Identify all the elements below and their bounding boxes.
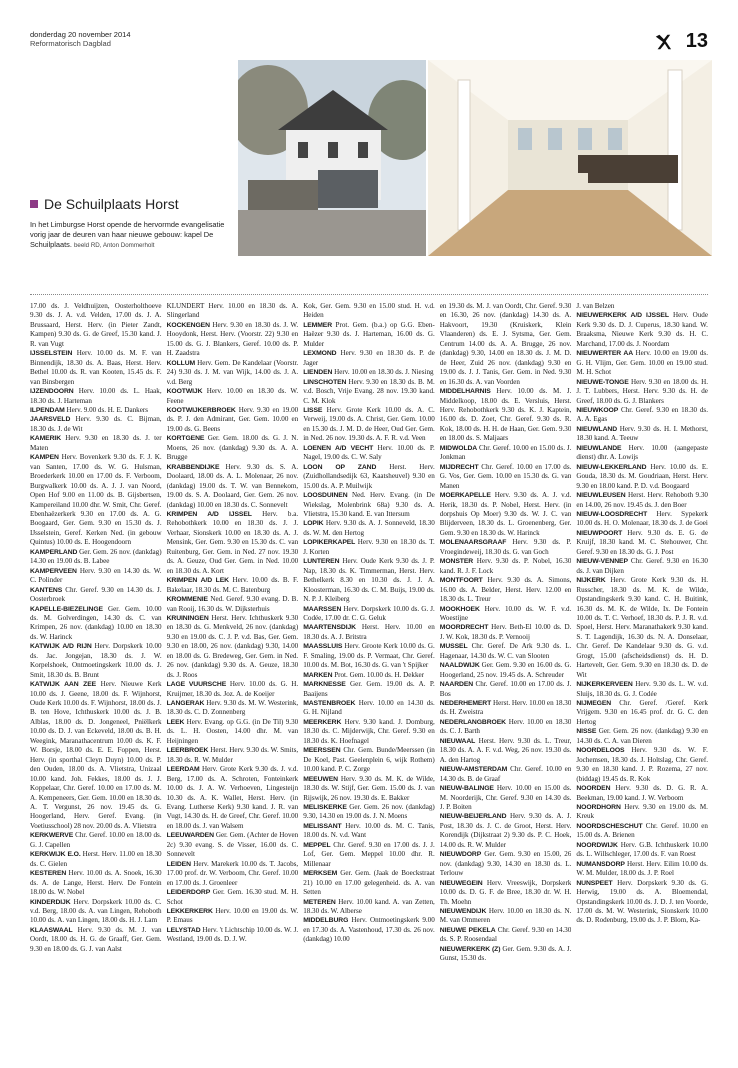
- place-name: METEREN: [303, 898, 336, 906]
- place-name: MONTFOORT: [439, 577, 483, 585]
- listing-entry: KOCKENGEN Herv. 9.30 en 18.30 ds. J. W. Hooydonk, Herst. Herv. (Voorstr. 22) 9.30 en 15.00 ds. G. J. Blankers, Geref. 10.00 ds. P. H. Zaadstra: [166, 320, 299, 358]
- place-name: MOERKAPELLE: [439, 492, 491, 500]
- listing-entry: NIEUWENDIJK Herv. 10.00 en 18.30 ds. N. M. van Ommeren: [439, 907, 572, 925]
- listing-entry: LANGERAK Herv. 9.30 ds. M. W. Westerink, 18.30 ds. C. D. Zonnenberg: [166, 699, 299, 717]
- page-number: 13: [685, 30, 708, 52]
- listing-entry: MEERKERK Herv. 9.30 kand. J. Domburg, 18.30 ds. C. Mijderwijk, Chr. Geref. 9.30 en 18.30 ds. K. Hoefnagel: [303, 717, 435, 745]
- newspaper-logo-icon: [654, 33, 672, 51]
- feature-title: De Schuilplaats Horst: [44, 196, 179, 212]
- listing-entry: IJZENDOORN Herv. 10.00 ds. L. Haak, 18.30 ds. J. Harteman: [30, 387, 162, 405]
- newspaper-name: Reformatorisch Dagblad: [30, 39, 111, 48]
- place-name: MAARSSEN: [303, 605, 342, 613]
- place-name: KOCKENGEN: [166, 321, 210, 329]
- listing-entry: NIEUWPOORT Herv. 9.30 ds. E. G. de Kruijf, 18.30 kand. M. C. Stehouwer, Chr. Geref. 9.30 en 18.30 ds. G. J. Post: [576, 528, 708, 556]
- listing-column: [576, 302, 708, 1050]
- listing-entry: NIJMEGEN Chr. Geref. /Geref. Kerk Vrijgem. 9.30 en 16.45 prof. dr. G. C. den Hertog: [576, 699, 708, 726]
- listing-entry: KERKWERVE Chr. Geref. 10.00 en 18.00 ds. G. J. Capellen: [30, 831, 162, 849]
- listing-entry: KANTENS Chr. Geref. 9.30 en 14.30 ds. J. Oosterbroek: [30, 585, 162, 604]
- place-name: KERKWIJK E.O.: [30, 851, 81, 859]
- listing-entry: LOOSDUINEN Ned. Herv. Evang. (in De Wiekslag, Molenbrink 68a) 9.30 ds. A. Vlietstra, 15.30 kand. E. van Ittersum: [303, 491, 435, 518]
- chapel-exterior-photo: [238, 60, 426, 256]
- place-name: NUMANSDORP: [576, 860, 625, 868]
- listing-entry: MARKEN Prot. Gem. 10.00 ds. H. Dekker: [303, 670, 425, 679]
- place-name: LEEK: [166, 718, 185, 726]
- chapel-interior-photo: [428, 60, 712, 256]
- place-name: KAMERIK: [30, 435, 62, 443]
- listing-column: [30, 302, 162, 1050]
- place-name: NIEUWE-TONGE: [576, 378, 629, 386]
- listing-entry: MASTENBROEK Herv. 10.00 en 14.30 ds. G. H. Nijland: [303, 699, 435, 717]
- place-name: MEPPEL: [303, 841, 331, 849]
- listing-entry: MOERKAPELLE Herv. 9.30 ds. A. J. v.d. Herik, 18.30 ds. P. Nobel, Herst. Herv. (in dorpshuis Op Moer) 9.30 ds. W. J. C. van Blijderveen, 18.30 ds. L. Groenenberg, Ger. Gem. 9.30 en 18.30 ds. W. Harinck: [439, 491, 572, 537]
- listing-entry: NOORDWIJK Herv. G.B. Ichthuskerk 10.00 ds. L. Willschleger, 17.00 ds. F. van Roest: [576, 840, 708, 859]
- place-name: KOOTWIJK: [166, 388, 203, 396]
- listing-entry: NIEUWERTER AA Herv. 10.00 en 19.00 ds. G. H. Vlijm, Ger. Gem. 10.00 en 19.00 stud. M. H. Schot: [576, 349, 708, 377]
- listing-entry: LOON OP ZAND Herst. Herv. (Zuidhollandsedijk 63, Kaatsheuvel) 9.30 en 15.00 ds. A. P. Muilwijk: [303, 462, 435, 490]
- place-name: LIENDEN: [303, 369, 333, 377]
- place-name: MIJDRECHT: [439, 463, 479, 471]
- place-name: LEERBROEK: [166, 747, 209, 755]
- place-name: MARKEN: [303, 671, 333, 679]
- listing-entry: NIEUW-BEIJERLAND Herv. 9.30 ds. A. J. Post, 18.30 ds. J. C. de Groot, Herst. Herv. Korendijk (Dijkstraat 2) 9.30 ds. P. C. Hoek, 14.00 ds. R. W. Mulder: [439, 812, 572, 849]
- place-name: KRUININGEN: [166, 614, 209, 622]
- place-name: NIEUW-AMSTERDAM: [439, 766, 508, 774]
- place-name: KINDERDIJK: [30, 898, 71, 906]
- listing-entry: MONTFOORT Herv. 9.30 ds. A. Simons, 16.00 ds. A. Belder, Herst. Herv. 12.00 en 18.30 ds. L. Treur: [439, 576, 572, 604]
- place-name: MAARTENSDIJK: [303, 624, 356, 632]
- listing-entry: MEERSSEN Chr. Gem. Bunde/Meerssen (in De Koel, Past. Geelenplein 6, wijk Rothem) 10.00 kand. P. C. Zorge: [303, 746, 435, 774]
- listing-entry: LOPIKERKAPEL Herv. 9.30 en 18.30 ds. T. J. Korten: [303, 538, 435, 556]
- place-name: NIEUWPOORT: [576, 529, 623, 537]
- place-name: NIJKERKERVEEN: [576, 681, 633, 689]
- listing-entry: MERKSEM Ger. Gem. (Jaak de Boeckstraat 21) 10.00 en 17.00 gelegenheid. ds. A. van Setten: [303, 869, 435, 897]
- listing-entry: KLAASWAAL Herv. 9.30 ds. M. J. van Oordt, 18.00 ds. H. G. de Graaff, Ger. Gem. 9.30 en 18.00 ds. G. J. van Aalst: [30, 925, 162, 953]
- place-name: LAGE VUURSCHE: [166, 681, 227, 689]
- listing-entry: MIDDELBURG Herv. Ontmoetingskerk 9.00 en 17.30 ds. A. Vastenhoud, 17.30 ds. 26 nov. (dankdag) 10.00: [303, 916, 435, 944]
- listing-entry: 17.00 ds. J. Veldhuijzen, Oosterholthoeve 9.30 ds. J. A. v.d. Velden, 17.00 ds. J. A. Brussaard, Herst. Herv. (in Pieter Zandt, Kampen) 9.30 ds. G. de Greef, 15.30 kand. J. R. van Vugt: [30, 302, 162, 348]
- listing-entry: NIEUWDORP Ger. Gem. 9.30 en 15.00, 26 nov. (dankdag) 9.30, 14.30 en 18.30 ds. L. Terlouw: [439, 850, 572, 878]
- listing-entry: NOORDELOOS Herv. 9.30 ds. W. F. Jochemsen, 18.30 ds. J. Holtslag, Chr. Geref. 9.30 en 18.30 kand. J. P. Rozema, 27 nov. (biddag) 19.45 ds. R. Kok: [576, 746, 708, 783]
- place-name: LEIDEN: [166, 860, 191, 868]
- place-name: NIEUWENDIJK: [439, 908, 487, 915]
- place-name: LELYSTAD: [166, 926, 201, 934]
- church-services-listing: [30, 302, 708, 1050]
- listing-entry: KATWIJK A/D RIJN Herv. Dorpskerk 10.00 ds. Jac. Jongejan, 18.30 ds. J. W. Korpelshoek, Ontmoetingskerk 10.00 ds. J. Smit, 18.30 ds. B. Brunt: [30, 642, 162, 679]
- place-name: MEERSSEN: [303, 747, 341, 755]
- listing-entry: NIEUWE-TONGE Herv. 9.30 en 18.00 ds. H. J. T. Lubbers, Herst. Herv. 9.30 ds. H. de Greef, 18.00 ds. G. J. Blankers: [576, 377, 708, 405]
- place-name: KORTGENE: [166, 435, 205, 443]
- listing-entry: MOOKHOEK Herv. 10.00 ds. W. F. v.d. Woestijne: [439, 604, 572, 622]
- listing-entry: MIDDELHARNIS Herv. 10.00 ds. M. J. Middelkoop, 18.00 ds. E. Versluis, Herst. Herv. Rehobothkerk 9.30 ds. K. J. Kaptein, 16.00 ds. D. Zoet, Chr. Geref. 9.30 ds. R. Kok, 18.00 ds. H. H. de Haan, Ger. Gem. 9.30 en 18.00 ds. S. Maljaars: [439, 387, 572, 443]
- listing-entry: NIEUW-AMSTERDAM Chr. Geref. 10.00 en 14.30 ds. B. de Graaf: [439, 765, 572, 783]
- place-name: LOPIKERKAPEL: [303, 539, 356, 547]
- listing-column: [167, 302, 299, 1050]
- place-name: MEEUWEN: [303, 775, 338, 783]
- place-name: MASTENBROEK: [303, 700, 356, 708]
- listing-entry: KRABBENDIJKE Herv. 9.30 ds. S. A. Doolaard, 18.00 ds. A. L. Molenaar, 26 nov. (dankdag) 19.00 ds. T. W. van Bennekom, 19.00 ds. S. A. Doolaard, Ger. Gem. 26 nov. (dankdag) 10.00 en 18.30 ds. C. Sonnevelt: [166, 462, 299, 509]
- place-name: NIJKERK: [576, 577, 606, 585]
- place-name: KLAASWAAL: [30, 926, 73, 934]
- place-name: LANGERAK: [166, 700, 205, 708]
- place-name: NUNSPEET: [576, 879, 613, 887]
- place-name: LISSE: [303, 406, 323, 414]
- listing-entry: NIJKERK Herv. Grote Kerk 9.30 ds. H. Russcher, 18.30 ds. M. K. de Wilde, Opstandingskerk 9.30 kand. C. H. Buitink, 16.30 ds. M. K. de Wilde, Ix. De Fontein 10.00 ds. T. C. Verhoef, 18.30 ds. P. J. R. v.d. Spoel, Herst. Herv. Maranathakerk 9.30 kand. S. T. Lagendijk, 16.30 ds. N. A. Donselaar, Chr. Geref. De Kandelaar 9.30 ds. G. v.d. Grogt, 15.00 (afscheidsdienst) ds. H. D. Hartevelt, Ger. Gem. 9.30 en 18.30 ds. D. de Wit: [576, 576, 708, 679]
- listing-entry: MONSTER Herv. 9.30 ds. P. Nobel, 16.30 kand. R. J. F. Lock: [439, 557, 572, 575]
- listing-entry: J. van Belzen: [576, 302, 615, 310]
- listing-entry: NAALDWIJK Ger. Gem. 9.30 en 16.00 ds. G. Hoogerland, 25 nov. 19.45 ds. A. Schreuder: [439, 661, 572, 679]
- feature-caption: [30, 196, 235, 251]
- place-name: LEXMOND: [303, 350, 337, 358]
- listing-entry: NIEUWERKERK (Z) Ger. Gem. 9.30 ds. A. J. Gunst, 15.30 ds.: [439, 944, 572, 963]
- listing-entry: MEPPEL Chr. Geref. 9.30 en 17.00 ds. J. J. Lof, Ger. Gem. Meppel 10.00 dhr. R. Millenaar: [303, 840, 435, 868]
- listing-entry: KINDERDIJK Herv. Dorpskerk 10.00 ds. C. v.d. Berg, 18.00 ds. A. van Lingen, Rehoboth 10.00 ds. A. van Lingen, 18.00 ds. H. J. Lam: [30, 897, 162, 925]
- listing-entry: KAPELLE-BIEZELINGE Ger. Gem. 10.00 ds. M. Golverdingen, 14.30 ds. C. van Krimpen, 26 nov. (dankdag) 10.00 en 18.30 ds. W. Harinck: [30, 604, 162, 641]
- place-name: NIEUWERKERK (Z): [439, 945, 501, 953]
- listing-entry: JAARSVELD Herv. 9.30 ds. C. Bijman, 18.30 ds. J. de Wit: [30, 415, 162, 433]
- listing-entry: KAMERIK Herv. 9.30 en 18.30 ds. J. ter Maten: [30, 434, 162, 452]
- place-name: NEDERLANGBROEK: [439, 718, 506, 726]
- place-name: KRIMPEN A/D LEK: [166, 577, 229, 585]
- place-name: ILPENDAM: [30, 406, 65, 414]
- place-name: KESTEREN: [30, 870, 67, 878]
- listing-column: [303, 302, 435, 1050]
- place-name: NIEUWE PEKELA: [439, 926, 496, 934]
- listing-entry: NEDERHEMERT Herst. Herv. 10.00 en 18.30 ds. H. Zweistra: [439, 699, 572, 717]
- listing-entry: MARKNESSE Ger. Gem. 19.00 ds. A. P. Baaijens: [303, 680, 435, 698]
- listing-entry: KESTEREN Herv. 10.00 ds. A. Snoek, 16.30 ds. A. de Lange, Herst. Herv. De Fontein 18.00 ds. W. Nobel: [30, 869, 162, 897]
- place-name: NAALDWIJK: [439, 662, 480, 670]
- place-name: NIEUWERTER AA: [576, 350, 633, 358]
- place-name: IJSSELSTEIN: [30, 350, 73, 358]
- listing-entry: MAASSLUIS Herv. Groote Kerk 10.00 ds. G. F. Smaling, 19.00 ds. P. Vermaat, Chr. Geref. 10.00 ds. M. Bot, 16.30 ds. G. van 't Spijker: [303, 642, 435, 670]
- listing-entry: LOPIK Herv. 9.30 ds. A. J. Sonneveld, 18.30 ds. W. M. den Hertog: [303, 519, 435, 537]
- listing-entry: KOLLUM Herv. Gem. De Kandelaar (Voorstr. 24) 9.30 ds. J. M. van Wijk, 14.00 ds. J. A. v.d. Berg: [166, 358, 299, 386]
- place-name: NOORDSCHESCHUT: [576, 822, 643, 830]
- listing-entry: KOOTWIJK Herv. 10.00 en 18.30 ds. W. Feene: [166, 387, 299, 405]
- place-name: LEIDERDORP: [166, 889, 211, 897]
- place-name: KATWIJK AAN ZEE: [30, 681, 97, 689]
- listing-entry: LEIDEN Herv. Marekerk 10.00 ds. T. Jacobs, 17.00 prof. dr. W. Verboom, Chr. Geref. 10.00 en 17.00 ds. J. Groenleer: [166, 859, 299, 887]
- place-name: LOPIK: [303, 520, 324, 528]
- photo-credit: beeld RD, Anton Dommerholt: [73, 242, 155, 249]
- listing-entry: en 19.30 ds. M. J. van Oordt, Chr. Geref. 9.30 en 16.30, 26 nov. (dankdag) 14.30 ds. A. Hakvoort, 19.30 (Kruiskerk, Klein Vlaanderen) ds. E. J. Sytsma, Ger. Gem. Centrum 14.00 ds. A. A. Brugge, 26 nov. (dankdag) 9.30, 14.00 en 18.30 ds. J. M. D. de Heer, Zuid 26 nov. (dankdag) 9.30 en 19.00 ds. J. J. Tanis, Ger. Gem. in Ned. 9.30 en 16.30 ds. A. van Voorden: [439, 302, 572, 386]
- listing-entry: LEEUWARDEN Ger. Gem. (Achter de Hoven 2c) 9.30 evang. S. de Visser, 16.00 ds. C. Sonnevelt: [166, 831, 299, 859]
- place-name: NIEUW-BALINGE: [439, 785, 494, 793]
- listing-entry: MOLENAARSGRAAF Herv. 9.30 ds. P. Vroegindeweij, 18.30 ds. G. van Goch: [439, 538, 572, 556]
- place-name: JAARSVELD: [30, 416, 71, 424]
- listing-entry: KAMPERLAND Ger. Gem. 26 nov. (dankdag) 14.30 en 19.00 ds. B. Labee: [30, 547, 162, 566]
- issue-date: donderdag 20 november 2014: [30, 30, 131, 39]
- listing-entry: NIEUWAAL Herst. Herv. 9.30 ds. L. Treur, 18.30 ds. A. A. F. v.d. Weg, 26 nov. 19.30 ds. A. den Hartog: [439, 736, 572, 764]
- place-name: MARKNESSE: [303, 681, 346, 689]
- listing-entry: LEXMOND Herv. 9.30 en 18.30 ds. P. de Jager: [303, 349, 435, 367]
- place-name: MAASSLUIS: [303, 643, 343, 651]
- place-name: NIJMEGEN: [576, 700, 612, 708]
- place-name: MOOKHOEK: [439, 605, 480, 613]
- place-name: NIEUW-LEKKERLAND: [576, 463, 647, 471]
- listing-entry: MUSSEL Chr. Geref. De Ark 9.30 ds. L. Hagenaar, 14.30 ds. W. C. van Slooten: [439, 642, 572, 660]
- listing-entry: KRIMPEN A/D LEK Herv. 10.00 ds. B. F. Bakelaar, 18.30 ds. M. C. Batenburg: [166, 576, 299, 594]
- place-name: MOLENAARSGRAAF: [439, 539, 507, 547]
- listing-entry: KROMMENIE Ned. Geref. 9.30 evang. D. B. van Rooij, 16.30 ds. W. Dijksterhuis: [166, 595, 299, 613]
- listing-entry: NAARDEN Chr. Geref. 10.00 en 17.00 ds. J. Bos: [439, 680, 572, 698]
- place-name: NOORDELOOS: [576, 747, 625, 755]
- place-name: MERKSEM: [303, 870, 338, 878]
- listing-entry: KAMPERVEEN Herv. 9.30 en 14.30 ds. W. C. Polinder: [30, 566, 162, 585]
- listing-entry: MIJDRECHT Chr. Geref. 10.00 en 17.00 ds. G. Vos, Ger. Gem. 10.00 en 15.30 ds. G. van Manen: [439, 462, 572, 490]
- place-name: NIEUWLEUSEN: [576, 492, 626, 500]
- place-name: LUNTEREN: [303, 558, 340, 566]
- listing-column: [440, 302, 572, 1050]
- place-name: KERKWERVE: [30, 832, 74, 840]
- listing-entry: NIEUWKOOP Chr. Geref. 9.30 en 18.30 ds. A. A. Egas: [576, 405, 708, 424]
- section-bullet-icon: [30, 200, 38, 208]
- place-name: KANTENS: [30, 586, 63, 594]
- listing-entry: MAARTENSDIJK Herst. Herv. 10.00 en 18.30 ds. A. J. Britstra: [303, 623, 435, 641]
- listing-entry: NOORDHORN Herv. 9.30 en 19.00 ds. M. Kreuk: [576, 803, 708, 821]
- place-name: NIEUWDORP: [439, 851, 482, 859]
- listing-entry: MELISKERKE Ger. Gem. 26 nov. (dankdag) 9.30, 14.30 en 19.00 ds. J. N. Moens: [303, 803, 435, 821]
- place-name: NIEUW-VENNEP: [576, 558, 628, 566]
- listing-entry: MIDWOLDA Chr. Geref. 10.00 en 15.00 ds. J. Jonkman: [439, 443, 572, 462]
- listing-entry: MAARSSEN Herv. Dorpskerk 10.00 ds. G. J. Codée, 17.00 dr. C. G. Geluk: [303, 604, 435, 622]
- listing-entry: NIEUW-LEKKERLAND Herv. 10.00 ds. E. Gouda, 18.30 ds. M. Goudriaan, Herst. Herv. 9.30 en 18.00 kand. P. D. v.d. Boogaard: [576, 462, 708, 490]
- place-name: KAMPERVEEN: [30, 567, 77, 575]
- listing-entry: MEEUWEN Herv. 9.30 ds. M. K. de Wilde, 18.30 ds. W. Stijf, Ger. Gem. 15.00 ds. J. van Rijswijk, 26 nov. 19.30 ds. E. Bakker: [303, 774, 435, 802]
- listing-entry: NOORDEN Herv. 9.30 ds. D. G. R. A. Beekman, 19.00 kand. J. W. Verboom: [576, 784, 708, 802]
- listing-entry: LOENEN A/D VECHT Herv. 10.00 ds. P. Nagel, 19.00 ds. C. W. Saly: [303, 443, 435, 462]
- place-name: MEERKERK: [303, 718, 342, 726]
- listing-entry: NIEUWERKERK A/D IJSSEL Herv. Oude Kerk 9.30 ds. D. J. Cuperus, 18.30 kand. W. Braaksma, Nieuwe Kerk 9.30 ds. H. C. Marchand, 17.00 ds. J. Noordam: [576, 311, 708, 348]
- listing-entry: NIEUW-BALINGE Herv. 10.00 en 15.00 ds. M. Noorderijk, Chr. Geref. 9.30 en 14.30 ds. J. P. Boiten: [439, 784, 572, 812]
- listing-entry: LISSE Herv. Grote Kerk 10.00 ds. A. C. Verweij, 19.00 ds. A. Christ, Ger. Gem. 10.00 en 15.30 ds. J. M. D. de Heer, Oud Ger. Gem. in Ned. 26 nov. 19.30 ds. A. F. R. v.d. Veen: [303, 405, 435, 443]
- feature-body: In het Limburgse Horst opende de hervormde evangelisatie vorig jaar de deuren van haar nieuwe gebouw: kapel De Schuilplaats.: [30, 220, 225, 249]
- listing-entry: LEKKERKERK Herv. 10.00 en 19.00 ds. W. P. Emaus: [166, 907, 299, 925]
- place-name: MONSTER: [439, 558, 474, 566]
- listing-entry: NUNSPEET Herv. Dorpskerk 9.30 ds. G. Herwig, 19.00 ds. A. Bloemendal, Opstandingskerk 10.00 ds. J. D. J. ten Voorde, 17.00 ds. M. W. Westerink, Sionskerk 10.00 ds. D. Rodenburg, 19.00 ds. J. P. Blom, Ka-: [576, 878, 708, 925]
- listing-entry: LINSCHOTEN Herv. 9.30 en 18.30 ds. B. M. v.d. Bosch, Vrije Evang. 28 nov. 19.30 kand. C. M. Klok: [303, 377, 435, 405]
- listing-entry: KAMPEN Herv. Bovenkerk 9.30 ds. F. J. K. van Santen, 17.00 ds. W. G. Hulsman, Broederkerk 10.00 en 17.00 ds. F. Verboom, Burgwalkerk 10.00 ds. A. J. J. van Noord, Open Hof 9.00 en 11.00 ds. B. Gijsbertsen, Kampereiland 10.00 dhr. W. Smit, Chr. Geref. Ebenhaëzerkerk 9.30 en 17.00 ds. A. G. Boogaard, Ger. Gem. 9.30 en 15.30 ds. J. IJsselstein, Geref. Kerken Ned. (in gebouw Quintus) 10.00 ds. E. Hoogendoorn: [30, 453, 162, 547]
- place-name: NIEUWLANDE: [576, 444, 622, 452]
- listing-entry: KLUNDERT Herv. 10.00 en 18.30 ds. A. Slingerland: [166, 302, 299, 320]
- listing-entry: NISSE Ger. Gem. 26 nov. (dankdag) 9.30 en 14.30 ds. C. A. van Dieren: [576, 727, 708, 745]
- place-name: NIEUWEGEIN: [439, 879, 483, 887]
- listing-entry: LIENDEN Herv. 10.00 en 18.30 ds. J. Niesing: [303, 368, 434, 377]
- place-name: NIEUW-LOOSDRECHT: [576, 510, 648, 518]
- listing-entry: NIEUWEGEIN Herv. Vreeswijk, Dorpskerk 10.00 ds. D. G. F. de Bree, 18.30 dr. W. H. Th. Moehn: [439, 878, 572, 906]
- listing-entry: LEMMER Prot. Gem. (b.a.) op G.G. Eben-Haëzer 9.30 ds. J. Harteman, 16.00 ds. G. Mulder: [303, 320, 435, 348]
- listing-entry: LAGE VUURSCHE Herv. 10.00 ds. G. H. Kruijmer, 18.30 ds. Joz. A. de Koeijer: [166, 680, 299, 698]
- listing-entry: MELISSANT Herv. 10.00 ds. M. C. Tanis, 18.00 ds. N. v.d. Want: [303, 821, 435, 840]
- place-name: KRIMPEN A/D IJSSEL: [166, 510, 252, 518]
- place-name: KATWIJK A/D RIJN: [30, 643, 92, 651]
- listing-entry: IJSSELSTEIN Herv. 10.00 ds. M. F. van Binnendijk, 18.30 ds. A. Baas, Herst. Herv. Bethel 10.00 ds. R. van Kooten, 15.45 ds. F. van Binsbergen: [30, 349, 162, 386]
- listing-entry: KERKWIJK E.O. Herst. Herv. 11.00 en 18.30 ds. C. Gielen: [30, 850, 162, 868]
- place-name: LOOSDUINEN: [303, 492, 348, 500]
- place-name: MOORDRECHT: [439, 624, 489, 632]
- listing-entry: NUMANSDORP Herst. Herv. Eilim 10.00 ds. W. M. Mulder, 18.00 ds. J. P. Roel: [576, 859, 708, 878]
- place-name: KAMPERLAND: [30, 548, 78, 556]
- listing-entry: ILPENDAM Herv. 9.00 ds. H. E. Dankers: [30, 405, 148, 414]
- place-name: KOLLUM: [166, 359, 196, 367]
- listing-entry: KRUININGEN Herst. Herv. Ichthuskerk 9.30 en 18.30 ds. G. Menkveld, 26 nov. (dankdag) 9.30 en 19.00 ds. C. J. P. v.d. Bas, Ger. Gem. 9.30 en 18.00, 26 nov. (dankdag) 9.30, 14.00 en 18.00 ds. G. Bredeweg, Ger. Gem. in Ned. 26 nov. (dankdag) 9.30 ds. A. Geuze, 18.30 ds. J. Roos: [166, 613, 299, 679]
- place-name: KAPELLE-BIEZELINGE: [30, 605, 103, 613]
- listing-entry: NIEUWLANDE Herv. 10.00 (aangepaste dienst) dhr. A. Lowijs: [576, 443, 708, 462]
- place-name: NIEUWKOOP: [576, 406, 619, 414]
- place-name: LEKKERKERK: [166, 908, 213, 915]
- listing-entry: NIEUWLAND Herv. 9.30 ds. H. I. Methorst, 18.30 kand. A. Teeuw: [576, 424, 708, 443]
- listing-entry: NEDERLANGBROEK Herv. 10.00 en 18.30 ds. C. J. Barth: [439, 717, 572, 736]
- place-name: NISSE: [576, 728, 597, 736]
- listing-entry: NOORDSCHESCHUT Chr. Geref. 10.00 en 15.00 ds. A. Brienen: [576, 821, 708, 840]
- place-name: LEEUWARDEN: [166, 832, 214, 840]
- listing-entry: KRIMPEN A/D IJSSEL Herv. b.a. Rehobothkerk 10.00 en 18.30 ds. J. J. Verhaar, Sionskerk 10.00 en 18.30 ds. A. J. Mensink, Ger. Gem. 9.30 en 15.30 ds. C. van Ruitenburg, Ger. Gem. in Ned. 27 nov. 19.30 ds. A. Geuze, Oud Ger. Gem. in Ned. 10.00 en 18.30 ds. A. Kort: [166, 509, 299, 575]
- place-name: MIDDELHARNIS: [439, 388, 491, 396]
- place-name: LINSCHOTEN: [303, 378, 347, 386]
- place-name: NIEUWLAND: [576, 425, 618, 433]
- listing-entry: LEIDERDORP Ger. Gem. 16.30 stud. M. H. Schot: [166, 888, 299, 906]
- listing-entry: LUNTEREN Herv. Oude Kerk 9.30 ds. J. P. Nap, 18.30 ds. K. Timmerman, Herst. Herv. Bethelkerk 8.30 en 10.30 ds. J. J. A. Kloosterman, 16.30 ds. C. M. Buijs, 19.00 ds. N. P. J. Kleiberg: [303, 557, 435, 604]
- listing-entry: LELYSTAD Herv. 't Lichtschip 10.00 ds. W. J. Westland, 19.00 ds. D. J. W.: [166, 925, 299, 944]
- page-header: [30, 30, 708, 56]
- listing-entry: LEERDAM Herv. Grote Kerk 9.30 ds. J. v.d. Berg, 17.00 ds. A. Schroten, Fonteinkerk 10.00 ds. J. A. W. Verhoeven, Lingesteijn 10.30 ds. A. K. Wallet, Herst. Herv. (in Evang. Lutherse Kerk) 9.30 kand. J. R. van Vugt, 14.30 ds. H. de Greef, Chr. Geref. 10.00 en 18.00 ds. J. van Walsem: [166, 765, 299, 830]
- place-name: LEERDAM: [166, 766, 200, 774]
- place-name: IJZENDOORN: [30, 388, 74, 396]
- place-name: MIDDELBURG: [303, 917, 349, 925]
- listing-entry: LEEK Herv. Evang. op G.G. (in De Til) 9.30 ds. L. H. Oosten, 14.00 dhr. M. van Heijningen: [166, 717, 299, 745]
- listing-entry: NIEUWE PEKELA Chr. Geref. 9.30 en 14.30 ds. S. P. Roosendaal: [439, 925, 572, 944]
- place-name: NOORDEN: [576, 785, 611, 793]
- listing-entry: KORTGENE Ger. Gem. 18.00 ds. G. J. N. Moens, 26 nov. (dankdag) 9.30 ds. A. A. Brugge: [166, 434, 299, 462]
- place-name: MUSSEL: [439, 643, 468, 651]
- listing-entry: KOOTWIJKERBROEK Herv. 9.30 en 19.00 ds. P. J. den Admirant, Ger. Gem. 10.00 en 19.00 ds. G. Beens: [166, 405, 299, 433]
- place-name: NOORDHORN: [576, 804, 621, 812]
- place-name: LEMMER: [303, 321, 333, 329]
- listing-entry: NIEUW-VENNEP Chr. Geref. 9.30 en 16.30 ds. J. van Dijken: [576, 557, 708, 575]
- listing-entry: NIEUW-LOOSDRECHT Herv. Sypekerk 10.00 ds. H. O. Molenaar, 18.30 ds. J. de Goei: [576, 509, 708, 528]
- place-name: MELISSANT: [303, 822, 342, 830]
- place-name: LOENEN A/D VECHT: [303, 444, 374, 452]
- listing-entry: LEERBROEK Herst. Herv. 9.30 ds. W. Smits, 18.30 ds. R. W. Mulder: [166, 746, 299, 764]
- listing-entry: MOORDRECHT Herv. Beth-El 10.00 ds. D. J. W. Kok, 18.30 ds. P. Vernooij: [439, 623, 572, 641]
- place-name: MELISKERKE: [303, 804, 347, 812]
- place-name: LOON OP ZAND: [303, 463, 377, 471]
- place-name: NIEUWERKERK A/D IJSSEL: [576, 312, 669, 320]
- place-name: KROMMENIE: [166, 596, 208, 604]
- place-name: KAMPEN: [30, 454, 59, 462]
- place-name: NIEUWAAL: [439, 737, 476, 745]
- section-divider: [30, 294, 708, 295]
- place-name: MIDWOLDA: [439, 444, 478, 452]
- place-name: KOOTWIJKERBROEK: [166, 406, 236, 414]
- listing-entry: NIEUWLEUSEN Herst. Herv. Rehoboth 9.30 en 14.00, 26 nov. 19.45 ds. J. den Boer: [576, 491, 708, 509]
- place-name: NOORDWIJK: [576, 841, 618, 849]
- place-name: KRABBENDIJKE: [166, 463, 220, 471]
- place-name: NEDERHEMERT: [439, 700, 492, 708]
- place-name: NAARDEN: [439, 681, 474, 689]
- listing-entry: METEREN Herv. 10.00 kand. A. van Zetten, 18.30 ds. W. Alberse: [303, 897, 435, 915]
- listing-entry: Kok, Ger. Gem. 9.30 en 15.00 stud. H. v.d. Heiden: [303, 302, 435, 320]
- listing-entry: KATWIJK AAN ZEE Herv. Nieuwe Kerk 10.00 ds. J. Geene, 18.00 ds. F. Wijnhorst, Oude Kerk 10.00 ds. F. Wijnhorst, 18.00 ds. J. B. ten Hove, Ichthuskerk 10.00 ds. J. B. Alblas, 18.00 ds. D. Jongeneel, Pniëlkerk 10.00 ds. D. J. van Eckeveld, 18.00 ds. B. H. Weegink, Maranathacentrum 10.00 ds. K. F. W. Borsje, 18.00 ds. E. E. Foppen, Herst. Herv. (in sporthal Cleyn Duyn) 10.00 ds. P. den Ouden, 18.00 ds. A. Vlietstra, Unizaal 10.00 kand. Joh. Fekkes, 18.00 ds. J. J. Koppelaar, Chr. Geref. 10.00 en 17.00 ds. M. A. Kempeneers, Ger. Gem. 10.00 en 18.30 ds. A. T. Vergunst, 26 nov. 19.45 ds. G. Hoogerland, Herv. Geref. Evang. (in Voetiusschool) 28 nov. 20.00 ds. A. Vlietstra: [30, 680, 162, 830]
- listing-entry: NIJKERKERVEEN Herv. 9.30 ds. L. W. v.d. Sluijs, 18.30 ds. G. J. Codée: [576, 680, 708, 698]
- place-name: NIEUW-BEIJERLAND: [439, 813, 507, 821]
